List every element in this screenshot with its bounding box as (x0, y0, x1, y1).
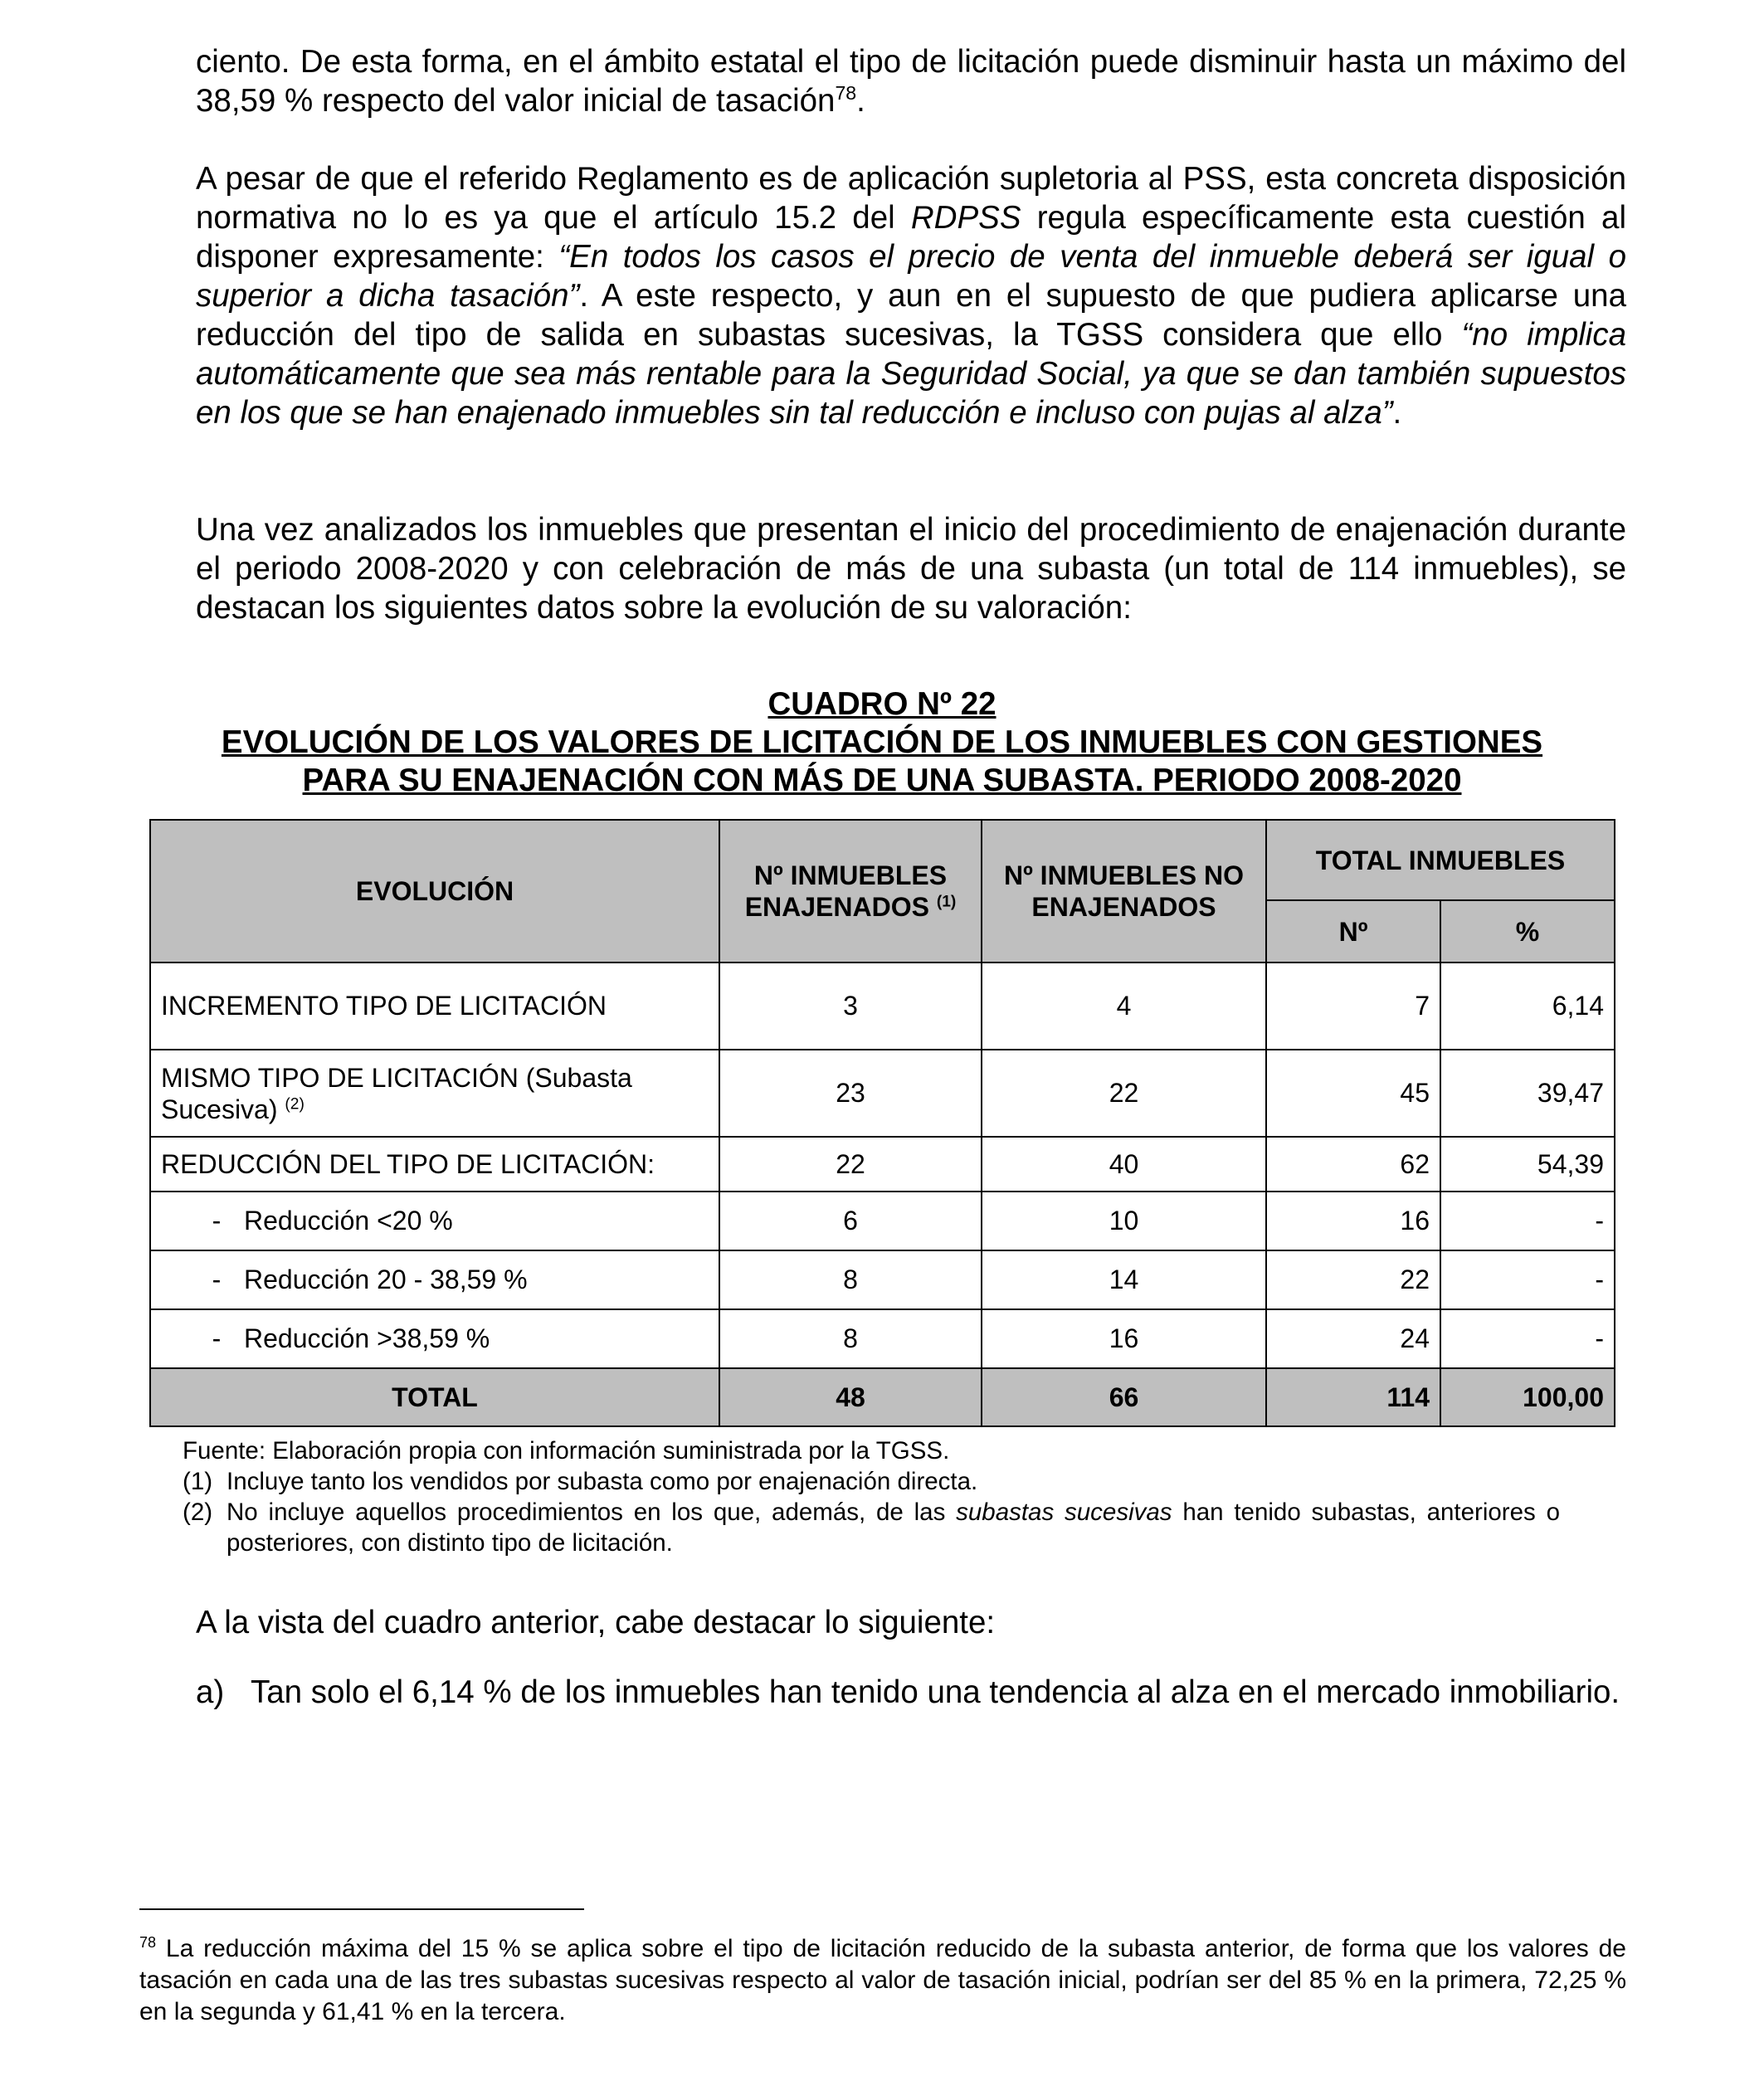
table-row (150, 1250, 1615, 1309)
total-n: 114 (1266, 1368, 1440, 1426)
row-label-ref: (2) (285, 1094, 305, 1113)
table-title-3: PARA SU ENAJENACIÓN CON MÁS DE UNA SUBASTA. PERIODO 2008-2020 (302, 763, 1462, 798)
cell-total-pct: 54,39 (1440, 1137, 1615, 1192)
row-label (150, 1309, 719, 1368)
cell-enajenados: 22 (719, 1137, 982, 1192)
paragraph-2-text-a: A pesar de que el referido Reglamento es de aplicación supletoria al PSS, esta concreta disposición normativa no lo es ya que el artículo 15.2 del (196, 161, 1626, 236)
valuation-table (149, 819, 1615, 1427)
footnote-78 (139, 1933, 1626, 2028)
total-enajenados: 48 (719, 1368, 982, 1426)
header-no-enajenados-line1: Nº INMUEBLES NO (1003, 860, 1245, 890)
row-label (150, 1250, 719, 1309)
cell-enajenados: 6 (719, 1192, 982, 1250)
row-label-text: MISMO TIPO DE LICITACIÓN (Subasta Sucesiva) (161, 1062, 632, 1124)
paragraph-3-text: Una vez analizados los inmuebles que presentan el inicio del procedimiento de enajenación durante el periodo 2008-2020 y con celebración de más de una subasta (un total de 114 inmuebles), se destacan los siguientes datos sobre la evolución de su valoración: (196, 512, 1626, 626)
cell-total-pct: - (1440, 1192, 1615, 1250)
paragraph-1-text: ciento. De esta forma, en el ámbito estatal el tipo de licitación puede disminuir hasta un máximo del 38,59 % respecto del valor inicial de tasación (196, 44, 1626, 119)
cell-no-enajenados: 16 (982, 1309, 1266, 1368)
row-label: REDUCCIÓN DEL TIPO DE LICITACIÓN: (150, 1137, 719, 1192)
row-label (150, 1050, 719, 1137)
cell-total-pct: - (1440, 1250, 1615, 1309)
list-item-a-key: a) (196, 1674, 225, 1710)
table-total-row (150, 1368, 1615, 1426)
note-1-text: Incluye tanto los vendidos por subasta como por enajenación directa. (227, 1468, 978, 1495)
list-item-a (196, 1673, 1626, 1712)
header-enajenados-ref: (1) (936, 893, 957, 911)
paragraph-3 (196, 510, 1626, 627)
header-no-enajenados-line2: ENAJENADOS (1031, 892, 1216, 922)
paragraph-2-quote-1: “En todos los casos el precio de venta del inmueble deberá ser igual o superior a dicha tasación” (196, 239, 1626, 314)
cell-enajenados: 8 (719, 1250, 982, 1309)
cell-total-pct: - (1440, 1309, 1615, 1368)
paragraph-2-text-e: . A este respecto, y aun en el supuesto de que pudiera aplicarse una reducción del tipo de salida en subastas sucesivas, la TGSS considera que ello (196, 278, 1626, 353)
table-title-1: CUADRO Nº 22 (767, 686, 997, 722)
cell-enajenados: 23 (719, 1050, 982, 1137)
paragraph-2-quote-2: “no implica automáticamente que sea más rentable para la Seguridad Social, ya que se dan también supuestos en los que se han enajenado inmuebles sin tal reducción e incluso con pujas al alza” (196, 317, 1626, 431)
cell-total-n: 7 (1266, 963, 1440, 1050)
paragraph-2-text-c: regula específicamente esta cuestión al disponer expresamente: (196, 200, 1627, 275)
note-1-key: (1) (183, 1468, 213, 1495)
header-total-pct: % (1440, 900, 1615, 963)
footnote-ref-78[interactable]: 78 (835, 82, 857, 105)
cell-no-enajenados: 22 (982, 1050, 1266, 1137)
footnote-separator (139, 1908, 584, 1910)
header-total-n: Nº (1266, 900, 1440, 963)
table-row (150, 963, 1615, 1050)
footnote-text: La reducción máxima del 15 % se aplica sobre el tipo de licitación reducido de la subasta anterior, de forma que los valores de tasación en cada una de las tres subastas sucesivas respecto al valor de tasación inicial, podrían ser del 85 % en la primera, 72,25 % en la segunda y 61,41 % en la tercera. (139, 1935, 1626, 2025)
paragraph-after-table: A la vista del cuadro anterior, cabe destacar lo siguiente: (196, 1605, 996, 1640)
note-2 (183, 1497, 1560, 1558)
note-2-text (227, 1497, 1560, 1558)
paragraph-2-rdpss: RDPSS (910, 200, 1021, 236)
header-enajenados (719, 820, 982, 963)
table-notes (183, 1435, 1560, 1558)
row-label (150, 1192, 719, 1250)
cell-enajenados: 3 (719, 963, 982, 1050)
row-label-text: Reducción >38,59 % (244, 1323, 490, 1353)
cell-total-n: 22 (1266, 1250, 1440, 1309)
note-2-text-b: subastas sucesivas (956, 1499, 1172, 1526)
cell-total-pct: 6,14 (1440, 963, 1615, 1050)
table-title-2: EVOLUCIÓN DE LOS VALORES DE LICITACIÓN DE LOS INMUEBLES CON GESTIONES (221, 724, 1543, 760)
note-2-text-a: No incluye aquellos procedimientos en los que, además, de las (227, 1499, 957, 1526)
table-row (150, 1192, 1615, 1250)
list-item-a-text: Tan solo el 6,14 % de los inmuebles han tenido una tendencia al alza en el mercado inmobiliario. (251, 1674, 1620, 1710)
cell-total-n: 24 (1266, 1309, 1440, 1368)
header-enajenados-line1: Nº INMUEBLES (753, 860, 948, 890)
row-label-text: Reducción <20 % (244, 1206, 453, 1235)
cell-no-enajenados: 10 (982, 1192, 1266, 1250)
total-label: TOTAL (150, 1368, 719, 1426)
cell-enajenados: 8 (719, 1309, 982, 1368)
paragraph-1 (196, 42, 1626, 120)
cell-total-pct: 39,47 (1440, 1050, 1615, 1137)
note-2-text-c: han tenido subastas, anteriores o posteriores, con distinto tipo de licitación. (227, 1499, 1560, 1557)
row-label-text: Reducción 20 - 38,59 % (244, 1265, 528, 1294)
total-no-enajenados: 66 (982, 1368, 1266, 1426)
paragraph-2 (196, 159, 1626, 432)
header-total: TOTAL INMUEBLES (1266, 820, 1615, 900)
total-pct: 100,00 (1440, 1368, 1615, 1426)
note-source: Fuente: Elaboración propia con información suministrada por la TGSS. (183, 1437, 950, 1464)
row-dash: - (212, 1206, 222, 1235)
header-enajenados-line2: ENAJENADOS (744, 892, 937, 922)
header-no-enajenados (982, 820, 1266, 963)
table-row (150, 1309, 1615, 1368)
footnote-number: 78 (139, 1934, 157, 1951)
note-2-key: (2) (183, 1499, 213, 1526)
row-label: INCREMENTO TIPO DE LICITACIÓN (150, 963, 719, 1050)
cell-total-n: 62 (1266, 1137, 1440, 1192)
table-row (150, 1050, 1615, 1137)
table-row (150, 1137, 1615, 1192)
row-dash: - (212, 1265, 222, 1294)
cell-no-enajenados: 4 (982, 963, 1266, 1050)
cell-total-n: 45 (1266, 1050, 1440, 1137)
cell-no-enajenados: 14 (982, 1250, 1266, 1309)
paragraph-2-end: . (1392, 395, 1402, 431)
cell-total-n: 16 (1266, 1192, 1440, 1250)
note-1 (183, 1466, 1560, 1497)
cell-no-enajenados: 40 (982, 1137, 1266, 1192)
row-dash: - (212, 1323, 222, 1353)
header-evolucion: EVOLUCIÓN (150, 820, 719, 963)
paragraph-1-end: . (856, 83, 865, 119)
